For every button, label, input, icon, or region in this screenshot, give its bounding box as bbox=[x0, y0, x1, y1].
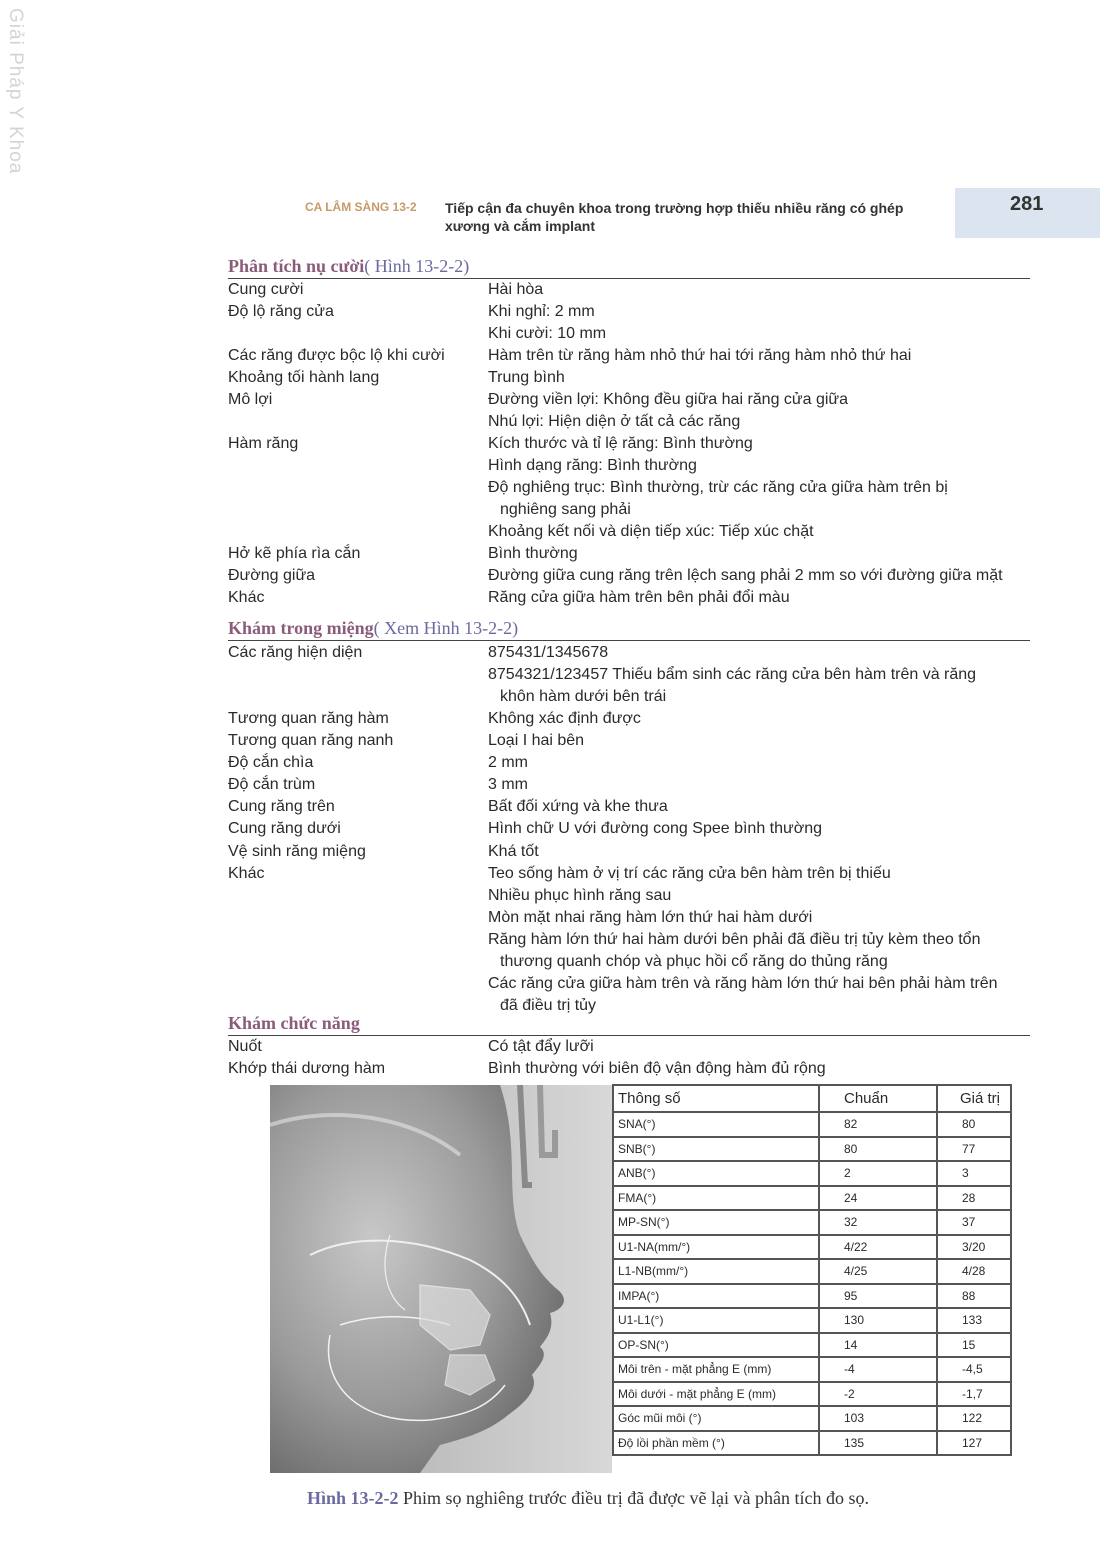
table-row bbox=[613, 1112, 1011, 1137]
parameter-cell: Góc mũi môi (°) bbox=[613, 1406, 819, 1431]
parameter-cell: ANB(°) bbox=[613, 1161, 819, 1186]
intraoral-label: Tương quan răng nanh bbox=[228, 732, 394, 749]
smile-label: Đường giữa bbox=[228, 567, 316, 584]
case-label: CA LÂM SÀNG 13-2 bbox=[305, 200, 417, 214]
cephalometric-table bbox=[612, 1084, 1012, 1456]
functional-value: Bình thường với biên độ vận động hàm đủ rộng bbox=[488, 1060, 826, 1077]
value-cell: 133 bbox=[937, 1308, 1011, 1333]
intraoral-label: Tương quan răng hàm bbox=[228, 710, 389, 727]
value-cell: 77 bbox=[937, 1137, 1011, 1162]
smile-label: Hàm răng bbox=[228, 435, 299, 452]
smile-value: Khoảng kết nối và diện tiếp xúc: Tiếp xúc chặt bbox=[488, 523, 814, 540]
value-cell: 37 bbox=[937, 1210, 1011, 1235]
xray-drawing bbox=[270, 1085, 612, 1473]
intraoral-label: Cung răng trên bbox=[228, 798, 335, 815]
intraoral-value: Răng hàm lớn thứ hai hàm dưới bên phải đã điều trị tủy kèm theo tổn bbox=[488, 931, 981, 948]
intraoral-label: Các răng hiện diện bbox=[228, 644, 363, 661]
table-row bbox=[613, 1235, 1011, 1260]
column-header: Thông số bbox=[613, 1085, 819, 1112]
table-row bbox=[613, 1137, 1011, 1162]
parameter-cell: Môi trên - mặt phẳng E (mm) bbox=[613, 1357, 819, 1382]
table-row bbox=[613, 1259, 1011, 1284]
norm-cell: 130 bbox=[819, 1308, 937, 1333]
smile-value: Kích thước và tỉ lệ răng: Bình thường bbox=[488, 435, 753, 452]
intraoral-value: Các răng cửa giữa hàm trên và răng hàm lớn thứ hai bên phải hàm trên bbox=[488, 975, 998, 992]
column-header: Chuẩn bbox=[819, 1085, 937, 1112]
figure-number: Hình 13-2-2 bbox=[307, 1488, 399, 1508]
intraoral-value: Khá tốt bbox=[488, 843, 539, 860]
smile-label: Khoảng tối hành lang bbox=[228, 369, 380, 386]
value-cell: 88 bbox=[937, 1284, 1011, 1309]
parameter-cell: Độ lồi phần mềm (°) bbox=[613, 1431, 819, 1456]
intraoral-value: Loại I hai bên bbox=[488, 732, 585, 749]
value-cell: 127 bbox=[937, 1431, 1011, 1456]
intraoral-value: Nhiều phục hình răng sau bbox=[488, 887, 672, 904]
parameter-cell: L1-NB(mm/°) bbox=[613, 1259, 819, 1284]
table-header-row bbox=[613, 1085, 1011, 1112]
norm-cell: 82 bbox=[819, 1112, 937, 1137]
parameter-cell: MP-SN(°) bbox=[613, 1210, 819, 1235]
figure-caption-text: Phim sọ nghiêng trước điều trị đã được vẽ lại và phân tích đo sọ. bbox=[398, 1488, 869, 1508]
norm-cell: 4/22 bbox=[819, 1235, 937, 1260]
smile-value: Khi cười: 10 mm bbox=[488, 325, 607, 342]
intraoral-heading-text: Khám trong miệng bbox=[228, 618, 374, 638]
table-row bbox=[613, 1333, 1011, 1358]
norm-cell: -4 bbox=[819, 1357, 937, 1382]
intraoral-value: Bất đối xứng và khe thưa bbox=[488, 798, 668, 815]
smile-value: Đường giữa cung răng trên lệch sang phải 2 mm so với đường giữa mặt bbox=[488, 567, 1003, 584]
figure-caption bbox=[307, 1488, 869, 1509]
parameter-cell: IMPA(°) bbox=[613, 1284, 819, 1309]
intraoral-label: Độ cắn trùm bbox=[228, 776, 316, 793]
value-cell: -4,5 bbox=[937, 1357, 1011, 1382]
smile-label: Các răng được bộc lộ khi cười bbox=[228, 347, 445, 364]
table-row bbox=[613, 1357, 1011, 1382]
intraoral-value: khôn hàm dưới bên trái bbox=[500, 688, 667, 705]
smile-value: Đường viền lợi: Không đều giữa hai răng cửa giữa bbox=[488, 391, 849, 408]
page-number: 281 bbox=[1010, 193, 1044, 215]
intraoral-heading-ref: ( Xem Hình 13-2-2) bbox=[373, 618, 519, 638]
table-row bbox=[613, 1406, 1011, 1431]
intraoral-value: 2 mm bbox=[488, 754, 528, 771]
value-cell: -1,7 bbox=[937, 1382, 1011, 1407]
smile-value: Nhú lợi: Hiện diện ở tất cả các răng bbox=[488, 413, 741, 430]
parameter-cell: U1-NA(mm/°) bbox=[613, 1235, 819, 1260]
parameter-cell: U1-L1(°) bbox=[613, 1308, 819, 1333]
smile-label: Cung cười bbox=[228, 281, 304, 298]
value-cell: 28 bbox=[937, 1186, 1011, 1211]
table-row bbox=[613, 1161, 1011, 1186]
smile-value: Hình dạng răng: Bình thường bbox=[488, 457, 697, 474]
norm-cell: 14 bbox=[819, 1333, 937, 1358]
intraoral-exam-heading bbox=[228, 618, 1030, 641]
smile-label: Mô lợi bbox=[228, 391, 273, 408]
value-cell: 80 bbox=[937, 1112, 1011, 1137]
norm-cell: 103 bbox=[819, 1406, 937, 1431]
table-row bbox=[613, 1431, 1011, 1456]
intraoral-value: thương quanh chóp và phục hồi cổ răng do thủng răng bbox=[500, 953, 888, 970]
norm-cell: -2 bbox=[819, 1382, 937, 1407]
intraoral-label: Vệ sinh răng miệng bbox=[228, 843, 366, 860]
functional-value: Có tật đẩy lưỡi bbox=[488, 1038, 594, 1055]
smile-label: Khác bbox=[228, 589, 265, 606]
norm-cell: 95 bbox=[819, 1284, 937, 1309]
norm-cell: 2 bbox=[819, 1161, 937, 1186]
intraoral-value: Hình chữ U với đường cong Spee bình thường bbox=[488, 820, 823, 837]
intraoral-label: Khác bbox=[228, 865, 265, 882]
parameter-cell: SNA(°) bbox=[613, 1112, 819, 1137]
smile-value: Độ nghiêng trục: Bình thường, trừ các răng cửa giữa hàm trên bị bbox=[488, 479, 948, 496]
intraoral-label: Độ cắn chìa bbox=[228, 754, 314, 771]
functional-exam-heading: Khám chức năng bbox=[228, 1013, 1030, 1036]
parameter-cell: FMA(°) bbox=[613, 1186, 819, 1211]
value-cell: 3 bbox=[937, 1161, 1011, 1186]
table-row bbox=[613, 1308, 1011, 1333]
smile-value: Bình thường bbox=[488, 545, 578, 562]
watermark: Giải Pháp Y Khoa bbox=[5, 8, 26, 175]
table-row bbox=[613, 1284, 1011, 1309]
smile-value: Hàm trên từ răng hàm nhỏ thứ hai tới răng hàm nhỏ thứ hai bbox=[488, 347, 912, 364]
smile-value: Khi nghỉ: 2 mm bbox=[488, 303, 595, 320]
smile-value: Trung bình bbox=[488, 369, 565, 386]
smile-value: nghiêng sang phải bbox=[500, 501, 631, 518]
smile-value: Răng cửa giữa hàm trên bên phải đổi màu bbox=[488, 589, 790, 606]
parameter-cell: OP-SN(°) bbox=[613, 1333, 819, 1358]
table-row bbox=[613, 1186, 1011, 1211]
intraoral-value: Không xác định được bbox=[488, 710, 641, 727]
intraoral-value: Mòn mặt nhai răng hàm lớn thứ hai hàm dưới bbox=[488, 909, 813, 926]
intraoral-value: Teo sống hàm ở vị trí các răng cửa bên hàm trên bị thiếu bbox=[488, 865, 891, 882]
value-cell: 4/28 bbox=[937, 1259, 1011, 1284]
smile-value: Hài hòa bbox=[488, 281, 544, 298]
norm-cell: 4/25 bbox=[819, 1259, 937, 1284]
parameter-cell: Môi dưới - mặt phẳng E (mm) bbox=[613, 1382, 819, 1407]
value-cell: 15 bbox=[937, 1333, 1011, 1358]
intraoral-value: 8754321/123457 Thiếu bẩm sinh các răng cửa bên hàm trên và răng bbox=[488, 666, 977, 683]
norm-cell: 135 bbox=[819, 1431, 937, 1456]
intraoral-value: đã điều trị tủy bbox=[500, 997, 597, 1014]
intraoral-value: 3 mm bbox=[488, 776, 528, 793]
smile-label: Độ lộ răng cửa bbox=[228, 303, 334, 320]
value-cell: 3/20 bbox=[937, 1235, 1011, 1260]
case-title: Tiếp cận đa chuyên khoa trong trường hợp thiếu nhiều răng có ghép xương và cắm implant bbox=[445, 200, 904, 234]
norm-cell: 24 bbox=[819, 1186, 937, 1211]
intraoral-value: 875431/1345678 bbox=[488, 644, 609, 661]
column-header: Giá trị bbox=[937, 1085, 1011, 1112]
cephalometric-xray-image bbox=[270, 1085, 612, 1473]
table-row bbox=[613, 1210, 1011, 1235]
norm-cell: 80 bbox=[819, 1137, 937, 1162]
smile-heading-ref: ( Hình 13-2-2) bbox=[364, 256, 470, 276]
table-row bbox=[613, 1382, 1011, 1407]
value-cell: 122 bbox=[937, 1406, 1011, 1431]
functional-label: Nuốt bbox=[228, 1038, 262, 1055]
functional-label: Khớp thái dương hàm bbox=[228, 1060, 386, 1077]
smile-heading-text: Phân tích nụ cười bbox=[228, 256, 365, 276]
smile-analysis-heading bbox=[228, 256, 1030, 279]
smile-label: Hở kẽ phía rìa cắn bbox=[228, 545, 361, 562]
intraoral-label: Cung răng dưới bbox=[228, 820, 341, 837]
parameter-cell: SNB(°) bbox=[613, 1137, 819, 1162]
norm-cell: 32 bbox=[819, 1210, 937, 1235]
